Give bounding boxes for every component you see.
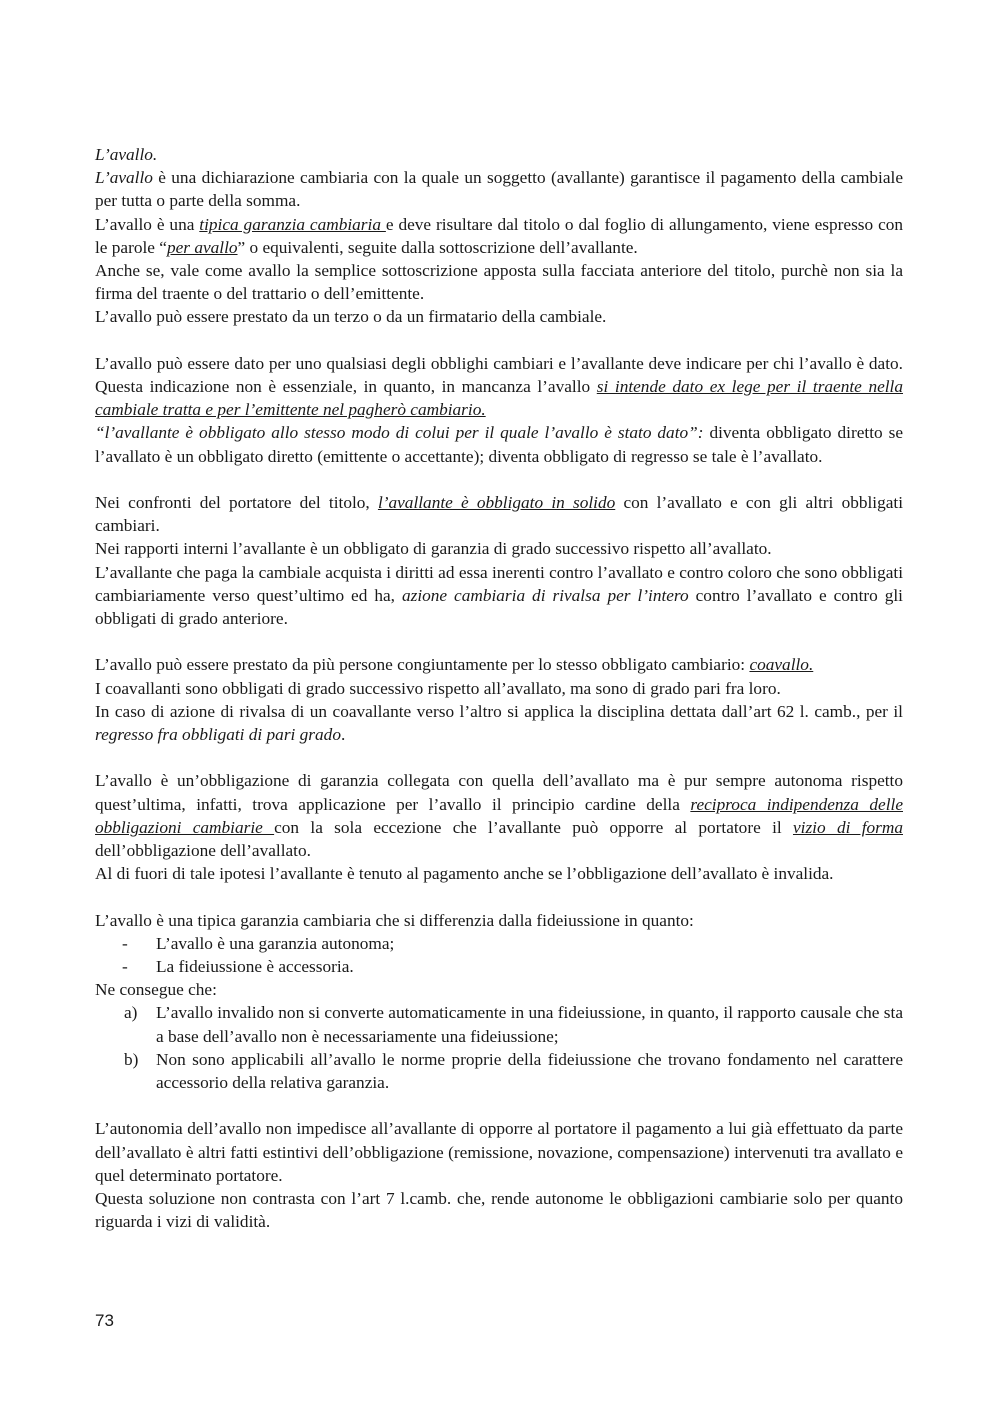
paragraph-art62 xyxy=(95,700,903,746)
emphasis-reciproca-indipendenza: reciproca indipendenza delle obbligazioni cambiarie xyxy=(95,794,903,837)
paragraph-text: L’avallo è una xyxy=(95,214,200,234)
emphasis-vizio-di-forma: vizio di forma xyxy=(792,817,903,837)
paragraph-text: L’avallo è un’obbligazione di garanzia collegata con quella dell’avallato ma è pur sempre autonoma rispetto quest’ultima, infatti, trova applicazione per l’avallo il principio cardine della xyxy=(95,771,903,814)
list-item-text: L’avallo invalido non si converte automaticamente in una fideiussione, in quanto, il rapporto causale che sta a base dell’avallo non è necessariamente una fideiussione; xyxy=(156,1003,903,1046)
paragraph-solidarity xyxy=(95,491,903,537)
paragraph-text: Nei confronti del portatore del titolo, xyxy=(95,493,378,513)
paragraph-text: In caso di azione di rivalsa di un coavallante verso l’altro si applica la disciplina dettata dall’art 62 l. camb., per il xyxy=(95,701,903,721)
paragraph-quote xyxy=(95,421,903,467)
alpha-list xyxy=(95,1001,903,1094)
document-body xyxy=(95,143,903,1233)
paragraph-spacer xyxy=(95,746,903,769)
section-title-text: L’avallo. xyxy=(95,145,158,164)
emphasis-per-avallo: per avallo xyxy=(166,237,238,257)
paragraph-text: L’avallo può essere prestato da più persone congiuntamente per lo stesso obbligato cambiario: xyxy=(95,655,750,675)
paragraph-text: e deve risultare dal titolo o dal foglio di allungamento, viene espresso con le parole “ xyxy=(95,214,904,257)
paragraph-text: ” o equivalenti, seguite dalla sottoscrizione dell’avallante. xyxy=(237,237,638,257)
paragraph-invalid: Al di fuori di tale ipotesi l’avallante è tenuto al pagamento anche se l’obbligazione dell’avallato è invalida. xyxy=(95,864,834,884)
list-item xyxy=(95,1001,903,1047)
list-item: - La fideiussione è accessoria. xyxy=(95,955,903,978)
paragraph-text: con la sola eccezione che l’avallante può opporre al portatore il xyxy=(274,817,793,837)
paragraph-coavallanti: I coavallanti sono obbligati di grado successivo rispetto all’avallato, ma sono di grado pari fra loro. xyxy=(95,678,781,698)
emphasis-ex-lege: si intende dato ex lege per il traente nella cambiale tratta e per l’emittente nel pagherò cambiario. xyxy=(95,377,903,420)
list-marker: b) xyxy=(124,1049,139,1069)
paragraph-text: dell’obbligazione dell’avallato. xyxy=(95,841,311,861)
paragraph-text: diventa obbligato diretto se l’avallato è un obbligato diretto (emittente o accettante); diventa obbligato di regresso se tale è l’avallato. xyxy=(95,423,903,466)
paragraph-definition xyxy=(95,166,903,212)
paragraph-internal: Nei rapporti interni l’avallante è un obbligato di garanzia di grado successivo rispetto all’avallato. xyxy=(95,539,772,559)
emphasis-tipica-garanzia: tipica garanzia cambiaria xyxy=(199,214,386,234)
paragraph-art7: Questa soluzione non contrasta con l’art 7 l.camb. che, rende autonome le obbligazioni cambiarie solo per quanto riguarda i vizi di validità. xyxy=(95,1189,903,1232)
paragraph-spacer xyxy=(95,468,903,491)
list-item xyxy=(95,1048,903,1094)
term-avallo: L’avallo xyxy=(95,168,153,188)
paragraph-differences: L’avallo è una tipica garanzia cambiaria che si differenzia dalla fideiussione in quanto: xyxy=(95,910,694,930)
paragraph-third-party: L’avallo può essere prestato da un terzo o da un firmatario della cambiale. xyxy=(95,307,607,327)
paragraph-spacer xyxy=(95,630,903,653)
paragraph-text: L’avallo può essere dato per uno qualsiasi degli obblighi cambiari e l’avallante deve indicare per chi l’avallo è dato. Questa indicazione non è essenziale, in quanto, in mancanza l’avallo xyxy=(95,353,903,397)
legal-quote: “l’avallante è obbligato allo stesso modo di colui per il quale l’avallo è stato dato”: xyxy=(95,423,704,443)
paragraph-recourse xyxy=(95,561,903,631)
paragraph-autonomy xyxy=(95,769,903,862)
paragraph-text: contro l’avallato e contro gli obbligati di grado anteriore. xyxy=(95,585,903,629)
list-marker: a) xyxy=(124,1003,138,1023)
dash-list xyxy=(95,932,903,978)
emphasis-rivalsa: azione cambiaria di rivalsa per l’intero xyxy=(401,585,689,605)
paragraph-signature: Anche se, vale come avallo la semplice sottoscrizione apposta sulla facciata anteriore del titolo, purchè non sia la firma del traente o del trattario o dell’emittente. xyxy=(95,261,903,304)
paragraph-text: è una dichiarazione cambiaria con la quale un soggetto (avallante) garantisce il pagamento della cambiale per tutta o parte della somma. xyxy=(95,168,903,211)
paragraph-text: . xyxy=(340,725,346,745)
emphasis-in-solido: l’avallante è obbligato in solido xyxy=(377,493,616,513)
paragraph-spacer xyxy=(95,1094,903,1117)
list-item: - L’avallo è una garanzia autonoma; xyxy=(95,932,903,955)
paragraph-spacer xyxy=(95,885,903,908)
page-number: 73 xyxy=(95,1311,114,1330)
list-item-text: Non sono applicabili all’avallo le norme proprie della fideiussione che trovano fondamento nel carattere accessorio della relativa garanzia. xyxy=(156,1049,903,1093)
paragraph-exceptions: L’autonomia dell’avallo non impedisce all’avallante di opporre al portatore il pagamento a lui già effettuato da parte dell’avallato è altri fatti estintivi dell’obbligazione (remissione, novazione, compensazione) intervenuti tra avallato e quel determinato portatore. xyxy=(95,1119,903,1185)
paragraph-consequence: Ne consegue che: xyxy=(95,980,217,1000)
paragraph-text: con l’avallato e con gli altri obbligati cambiari. xyxy=(95,493,904,536)
paragraph-coavallo xyxy=(95,653,903,676)
emphasis-coavallo: coavallo. xyxy=(749,655,814,675)
paragraph-spacer xyxy=(95,329,903,352)
paragraph-guarantee xyxy=(95,213,903,259)
paragraph-obligations xyxy=(95,352,903,422)
paragraph-text: L’avallante che paga la cambiale acquista i diritti ad essa inerenti contro l’avallato e contro coloro che sono obbligati cambiariamente verso quest’ultimo ed ha, xyxy=(95,562,903,605)
section-title xyxy=(95,143,903,166)
emphasis-regresso: regresso fra obbligati di pari grado xyxy=(95,725,341,745)
